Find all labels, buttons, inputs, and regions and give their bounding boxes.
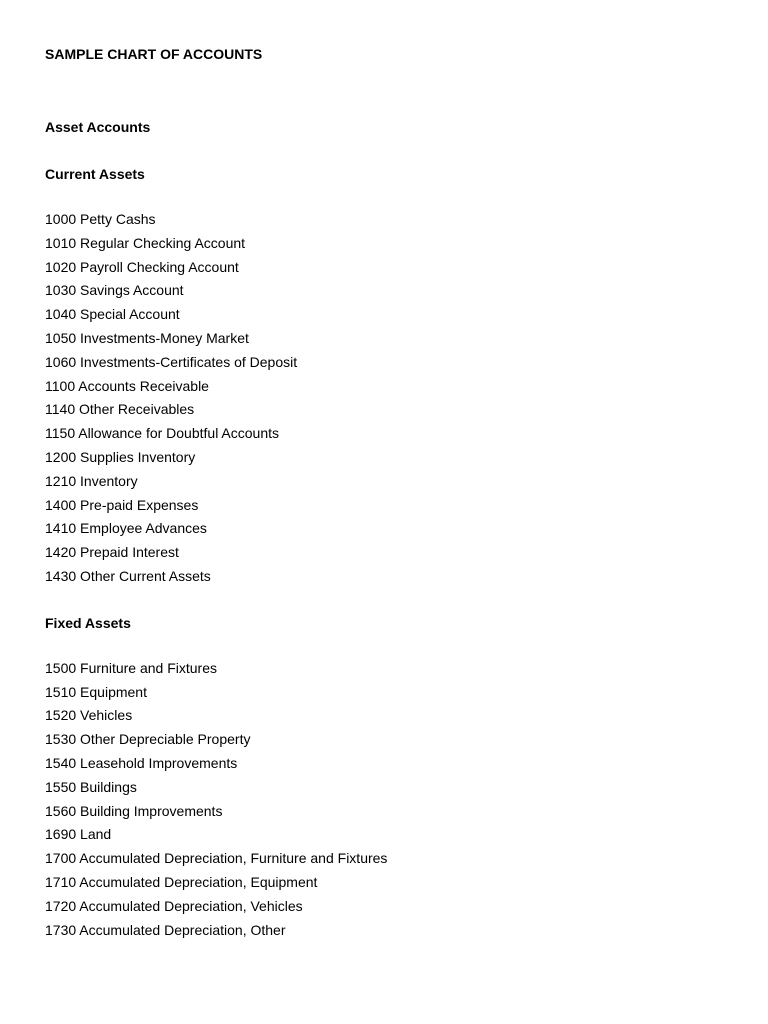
account-number: 1010 (45, 234, 77, 251)
account-row (45, 208, 735, 232)
account-row (45, 422, 735, 446)
account-name: Allowance for Doubtful Accounts (78, 425, 280, 442)
account-row (45, 681, 735, 705)
account-name: Inventory (80, 472, 138, 489)
account-name: Special Account (80, 306, 180, 323)
account-number: 1040 (45, 306, 77, 323)
account-row (45, 657, 735, 681)
account-name: Investments-Certificates of Deposit (80, 353, 298, 370)
account-number: 1530 (45, 731, 77, 748)
account-name: Regular Checking Account (80, 234, 246, 251)
account-name: Savings Account (80, 282, 184, 299)
account-name: Equipment (80, 683, 147, 700)
account-name: Accumulated Depreciation, Equipment (79, 873, 318, 890)
account-number: 1210 (45, 472, 77, 489)
document-page (45, 44, 735, 942)
account-row (45, 446, 735, 470)
account-number: 1550 (45, 778, 77, 795)
account-row (45, 494, 735, 518)
account-number: 1050 (45, 329, 77, 346)
account-row (45, 919, 735, 943)
account-name: Prepaid Interest (80, 544, 179, 561)
account-number: 1000 (45, 211, 77, 227)
section-fixed-assets (45, 613, 735, 943)
account-number: 1510 (45, 683, 77, 700)
account-name: Vehicles (80, 707, 133, 724)
account-number: 1140 (45, 401, 76, 418)
account-name: Leasehold Improvements (80, 754, 238, 771)
account-row (45, 565, 735, 589)
account-name: Furniture and Fixtures (80, 659, 217, 676)
account-name: Accumulated Depreciation, Furniture and Fixtures (79, 850, 388, 867)
account-number: 1520 (45, 707, 77, 724)
account-list (45, 208, 735, 589)
account-name: Accumulated Depreciation, Other (79, 921, 286, 938)
account-number: 1020 (45, 258, 77, 275)
account-number: 1700 (45, 850, 77, 867)
account-row (45, 752, 735, 776)
section-heading: Fixed Assets (45, 614, 131, 631)
account-number: 1200 (45, 448, 77, 465)
account-row (45, 327, 735, 351)
account-number: 1500 (45, 659, 77, 676)
account-name: Investments-Money Market (80, 329, 249, 346)
account-row (45, 728, 735, 752)
account-name: Supplies Inventory (80, 448, 196, 465)
account-row (45, 776, 735, 800)
account-row (45, 800, 735, 824)
account-row (45, 256, 735, 280)
account-row (45, 847, 735, 871)
account-row (45, 823, 735, 847)
account-row (45, 871, 735, 895)
account-number: 1410 (45, 520, 77, 537)
account-row (45, 541, 735, 565)
account-row (45, 517, 735, 541)
account-number: 1100 (45, 377, 76, 394)
account-number: 1420 (45, 544, 77, 561)
category-heading-asset-accounts: Asset Accounts (45, 119, 151, 135)
account-number: 1030 (45, 282, 77, 299)
account-list (45, 657, 735, 943)
account-name: Buildings (80, 778, 137, 795)
account-row (45, 279, 735, 303)
account-number: 1430 (45, 567, 77, 584)
account-name: Other Depreciable Property (80, 731, 251, 748)
account-name: Other Receivables (79, 401, 195, 418)
account-number: 1540 (45, 754, 77, 771)
account-number: 1690 (45, 826, 77, 843)
account-number: 1730 (45, 921, 77, 938)
account-row (45, 470, 735, 494)
account-name: Payroll Checking Account (80, 258, 239, 275)
account-name: Pre-paid Expenses (80, 496, 199, 513)
document-title: SAMPLE CHART OF ACCOUNTS (45, 46, 263, 62)
account-number: 1150 (45, 425, 76, 442)
section-current-assets (45, 164, 735, 589)
account-name: Accounts Receivable (78, 377, 209, 394)
account-name: Land (80, 826, 112, 843)
account-row (45, 398, 735, 422)
account-number: 1060 (45, 353, 77, 370)
account-name: Building Improvements (80, 802, 223, 819)
account-name: Accumulated Depreciation, Vehicles (79, 897, 303, 914)
account-name: Employee Advances (80, 520, 207, 537)
account-number: 1560 (45, 802, 77, 819)
account-number: 1710 (45, 873, 77, 890)
account-name: Other Current Assets (80, 567, 211, 584)
section-heading: Current Assets (45, 166, 145, 182)
account-row (45, 232, 735, 256)
account-row (45, 303, 735, 327)
account-row (45, 375, 735, 399)
account-row (45, 351, 735, 375)
account-row (45, 895, 735, 919)
account-number: 1400 (45, 496, 77, 513)
account-number: 1720 (45, 897, 77, 914)
account-row (45, 704, 735, 728)
account-name: Petty Cashs (80, 211, 156, 227)
